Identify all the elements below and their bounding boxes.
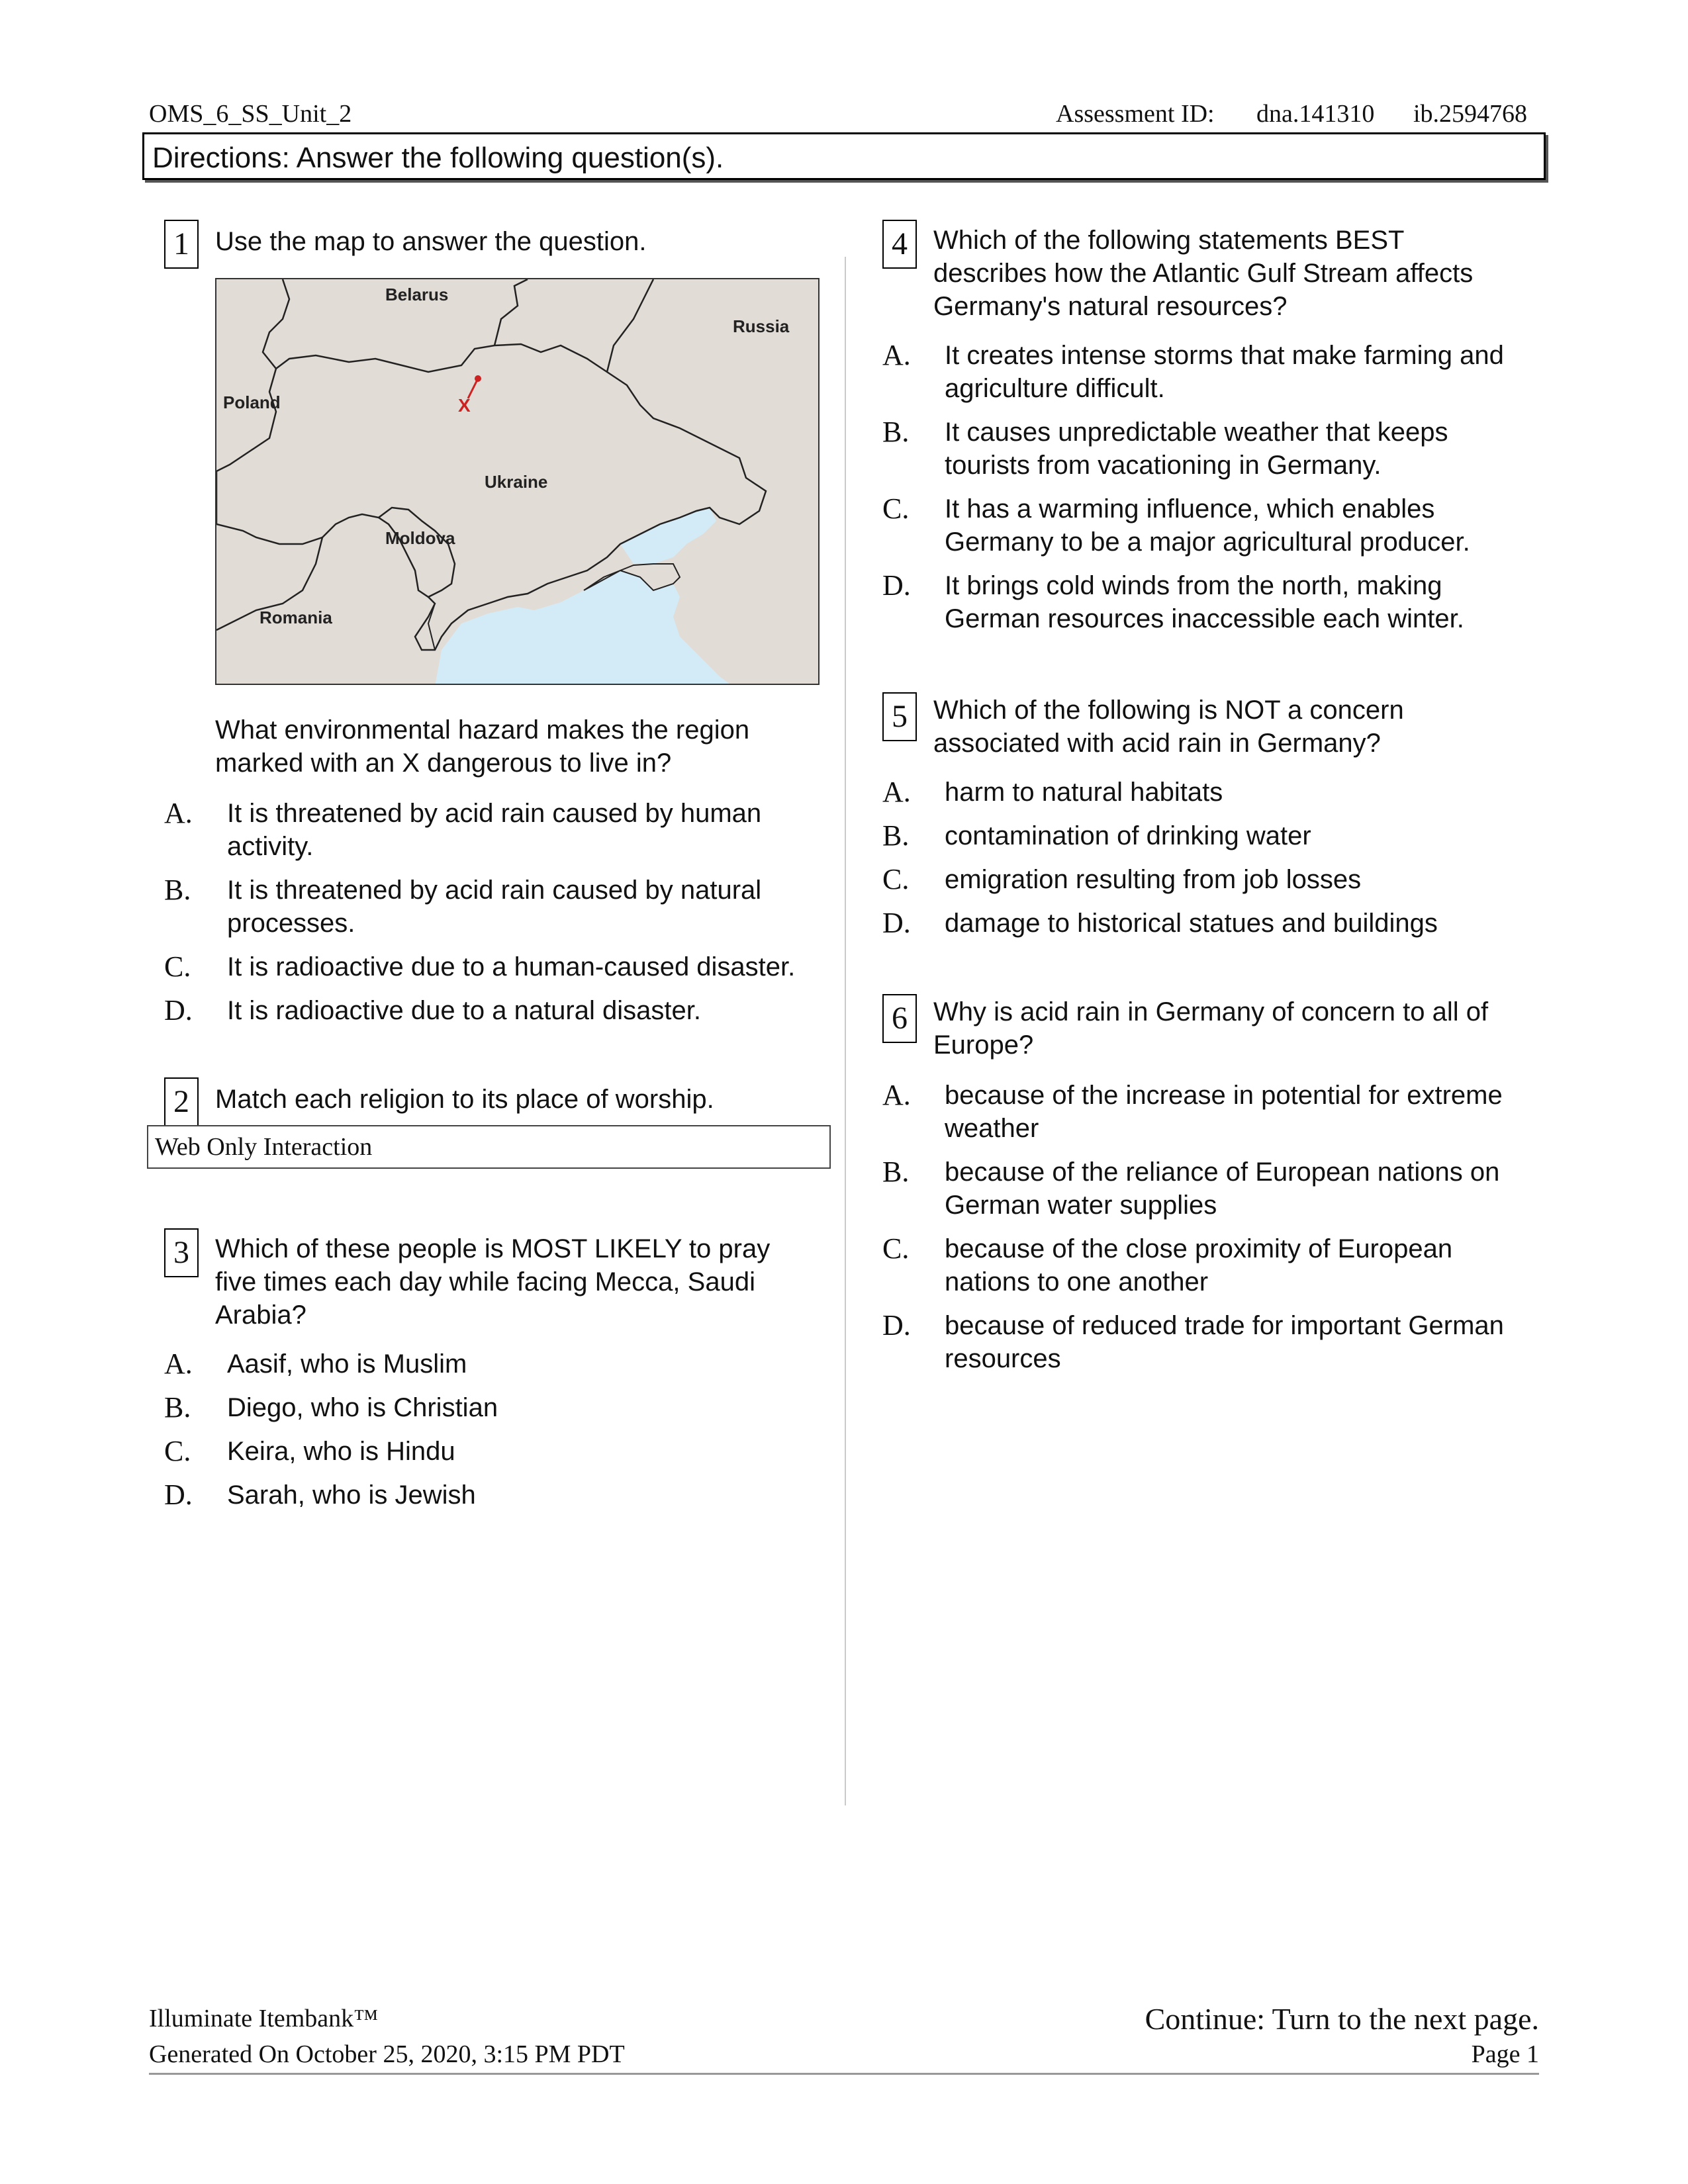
- choice-letter: B.: [882, 819, 910, 852]
- choice-text: Keira, who is Hindu: [227, 1437, 455, 1466]
- choice-letter: C.: [882, 863, 910, 895]
- choice-text: because of reduced trade for important German: [945, 1311, 1504, 1340]
- choice-text: because of the reliance of European nations on: [945, 1158, 1500, 1187]
- map-marker-dot: [475, 375, 481, 382]
- choice-text: It causes unpredictable weather that keeps: [945, 418, 1448, 447]
- choice-text: resources: [945, 1344, 1061, 1373]
- question-number: 2: [164, 1077, 199, 1126]
- column-divider: [845, 257, 846, 1805]
- choice-letter: A.: [882, 1079, 911, 1111]
- choice-text: It is threatened by acid rain caused by human: [227, 799, 762, 828]
- choice-letter: C.: [882, 492, 910, 525]
- choice-text: German water supplies: [945, 1191, 1217, 1220]
- footer-continue: Continue: Turn to the next page.: [1145, 2002, 1539, 2036]
- choice-text: Germany to be a major agricultural producer.: [945, 527, 1470, 557]
- question-prompt-line: associated with acid rain in Germany?: [933, 729, 1381, 758]
- choice-text: It brings cold winds from the north, making: [945, 571, 1442, 600]
- question-number: 6: [882, 994, 917, 1043]
- question-number: 3: [164, 1228, 199, 1277]
- question-intro: Use the map to answer the question.: [215, 227, 647, 256]
- footer-rule: [149, 2073, 1539, 2075]
- map-label-romania: Romania: [259, 608, 332, 627]
- choice-letter: B.: [882, 416, 910, 448]
- ukraine-map: [215, 278, 820, 685]
- choice-text: It is radioactive due to a natural disaster.: [227, 996, 701, 1025]
- web-only-interaction-box: Web Only Interaction: [147, 1125, 831, 1169]
- choice-letter: D.: [882, 907, 911, 939]
- map-label-moldova: Moldova: [385, 528, 455, 548]
- choice-text: because of the increase in potential for extreme: [945, 1081, 1503, 1110]
- choice-letter: C.: [164, 950, 191, 983]
- question-prompt-line: Europe?: [933, 1030, 1034, 1060]
- map-label-poland: Poland: [223, 392, 281, 412]
- choice-letter: B.: [164, 1391, 191, 1424]
- question-number: 5: [882, 692, 917, 741]
- choice-text: damage to historical statues and buildings: [945, 909, 1438, 938]
- question-prompt-line: Why is acid rain in Germany of concern to all of: [933, 997, 1489, 1026]
- choice-text: Diego, who is Christian: [227, 1393, 498, 1422]
- map-marker-label: X: [458, 395, 471, 416]
- question-prompt-line: Which of the following is NOT a concern: [933, 696, 1404, 725]
- choice-text: nations to one another: [945, 1267, 1209, 1297]
- choice-letter: C.: [882, 1232, 910, 1265]
- choice-text: processes.: [227, 909, 355, 938]
- question-prompt: Match each religion to its place of worship.: [215, 1085, 714, 1114]
- question-prompt-line: Arabia?: [215, 1300, 306, 1330]
- choice-text: tourists from vacationing in Germany.: [945, 451, 1382, 480]
- choice-text: Aasif, who is Muslim: [227, 1349, 467, 1379]
- choice-letter: B.: [164, 874, 191, 906]
- choice-text: contamination of drinking water: [945, 821, 1311, 850]
- question-prompt-line: describes how the Atlantic Gulf Stream affects: [933, 259, 1474, 288]
- choice-text: Sarah, who is Jewish: [227, 1480, 476, 1510]
- choice-text: It is threatened by acid rain caused by natural: [227, 876, 762, 905]
- footer-generated: Generated On October 25, 2020, 3:15 PM PDT: [149, 2040, 625, 2068]
- question-prompt-line: marked with an X dangerous to live in?: [215, 749, 672, 778]
- choice-letter: D.: [164, 1479, 193, 1511]
- ib-id: ib.2594768: [1413, 100, 1528, 128]
- choice-text: It has a warming influence, which enables: [945, 494, 1435, 523]
- choice-letter: B.: [882, 1156, 910, 1188]
- question-prompt-line: Which of these people is MOST LIKELY to pray: [215, 1234, 771, 1263]
- footer-brand: Illuminate Itembank™: [149, 2005, 379, 2032]
- choice-letter: A.: [882, 339, 911, 371]
- choice-letter: C.: [164, 1435, 191, 1467]
- map-label-ukraine: Ukraine: [485, 472, 548, 492]
- question-prompt-line: Germany's natural resources?: [933, 292, 1288, 321]
- dna-id: dna.141310: [1256, 100, 1375, 128]
- choice-letter: D.: [882, 569, 911, 602]
- choice-text: because of the close proximity of European: [945, 1234, 1453, 1263]
- choice-text: agriculture difficult.: [945, 374, 1165, 403]
- choice-text: It is radioactive due to a human-caused disaster.: [227, 952, 796, 981]
- choice-letter: D.: [882, 1309, 911, 1342]
- choice-text: harm to natural habitats: [945, 778, 1223, 807]
- choice-text: It creates intense storms that make farming and: [945, 341, 1504, 370]
- directions-banner: Directions: Answer the following question(s).: [142, 132, 1546, 180]
- question-prompt-line: Which of the following statements BEST: [933, 226, 1405, 255]
- question-number: 1: [164, 220, 199, 269]
- choice-letter: D.: [164, 994, 193, 1026]
- question-number: 4: [882, 220, 917, 269]
- question-prompt-line: five times each day while facing Mecca, Saudi: [215, 1267, 755, 1297]
- choice-letter: A.: [164, 1347, 193, 1380]
- choice-letter: A.: [164, 797, 193, 829]
- course-code: OMS_6_SS_Unit_2: [149, 100, 352, 128]
- question-prompt-line: What environmental hazard makes the region: [215, 715, 750, 745]
- choice-text: weather: [945, 1114, 1039, 1143]
- choice-letter: A.: [882, 776, 911, 808]
- choice-text: activity.: [227, 832, 314, 861]
- choice-text: emigration resulting from job losses: [945, 865, 1362, 894]
- footer-page-number: Page 1: [1471, 2040, 1539, 2068]
- map-label-belarus: Belarus: [385, 285, 449, 304]
- assessment-id-label: Assessment ID:: [1056, 100, 1215, 128]
- map-label-russia: Russia: [733, 316, 790, 336]
- choice-text: German resources inaccessible each winter.: [945, 604, 1464, 633]
